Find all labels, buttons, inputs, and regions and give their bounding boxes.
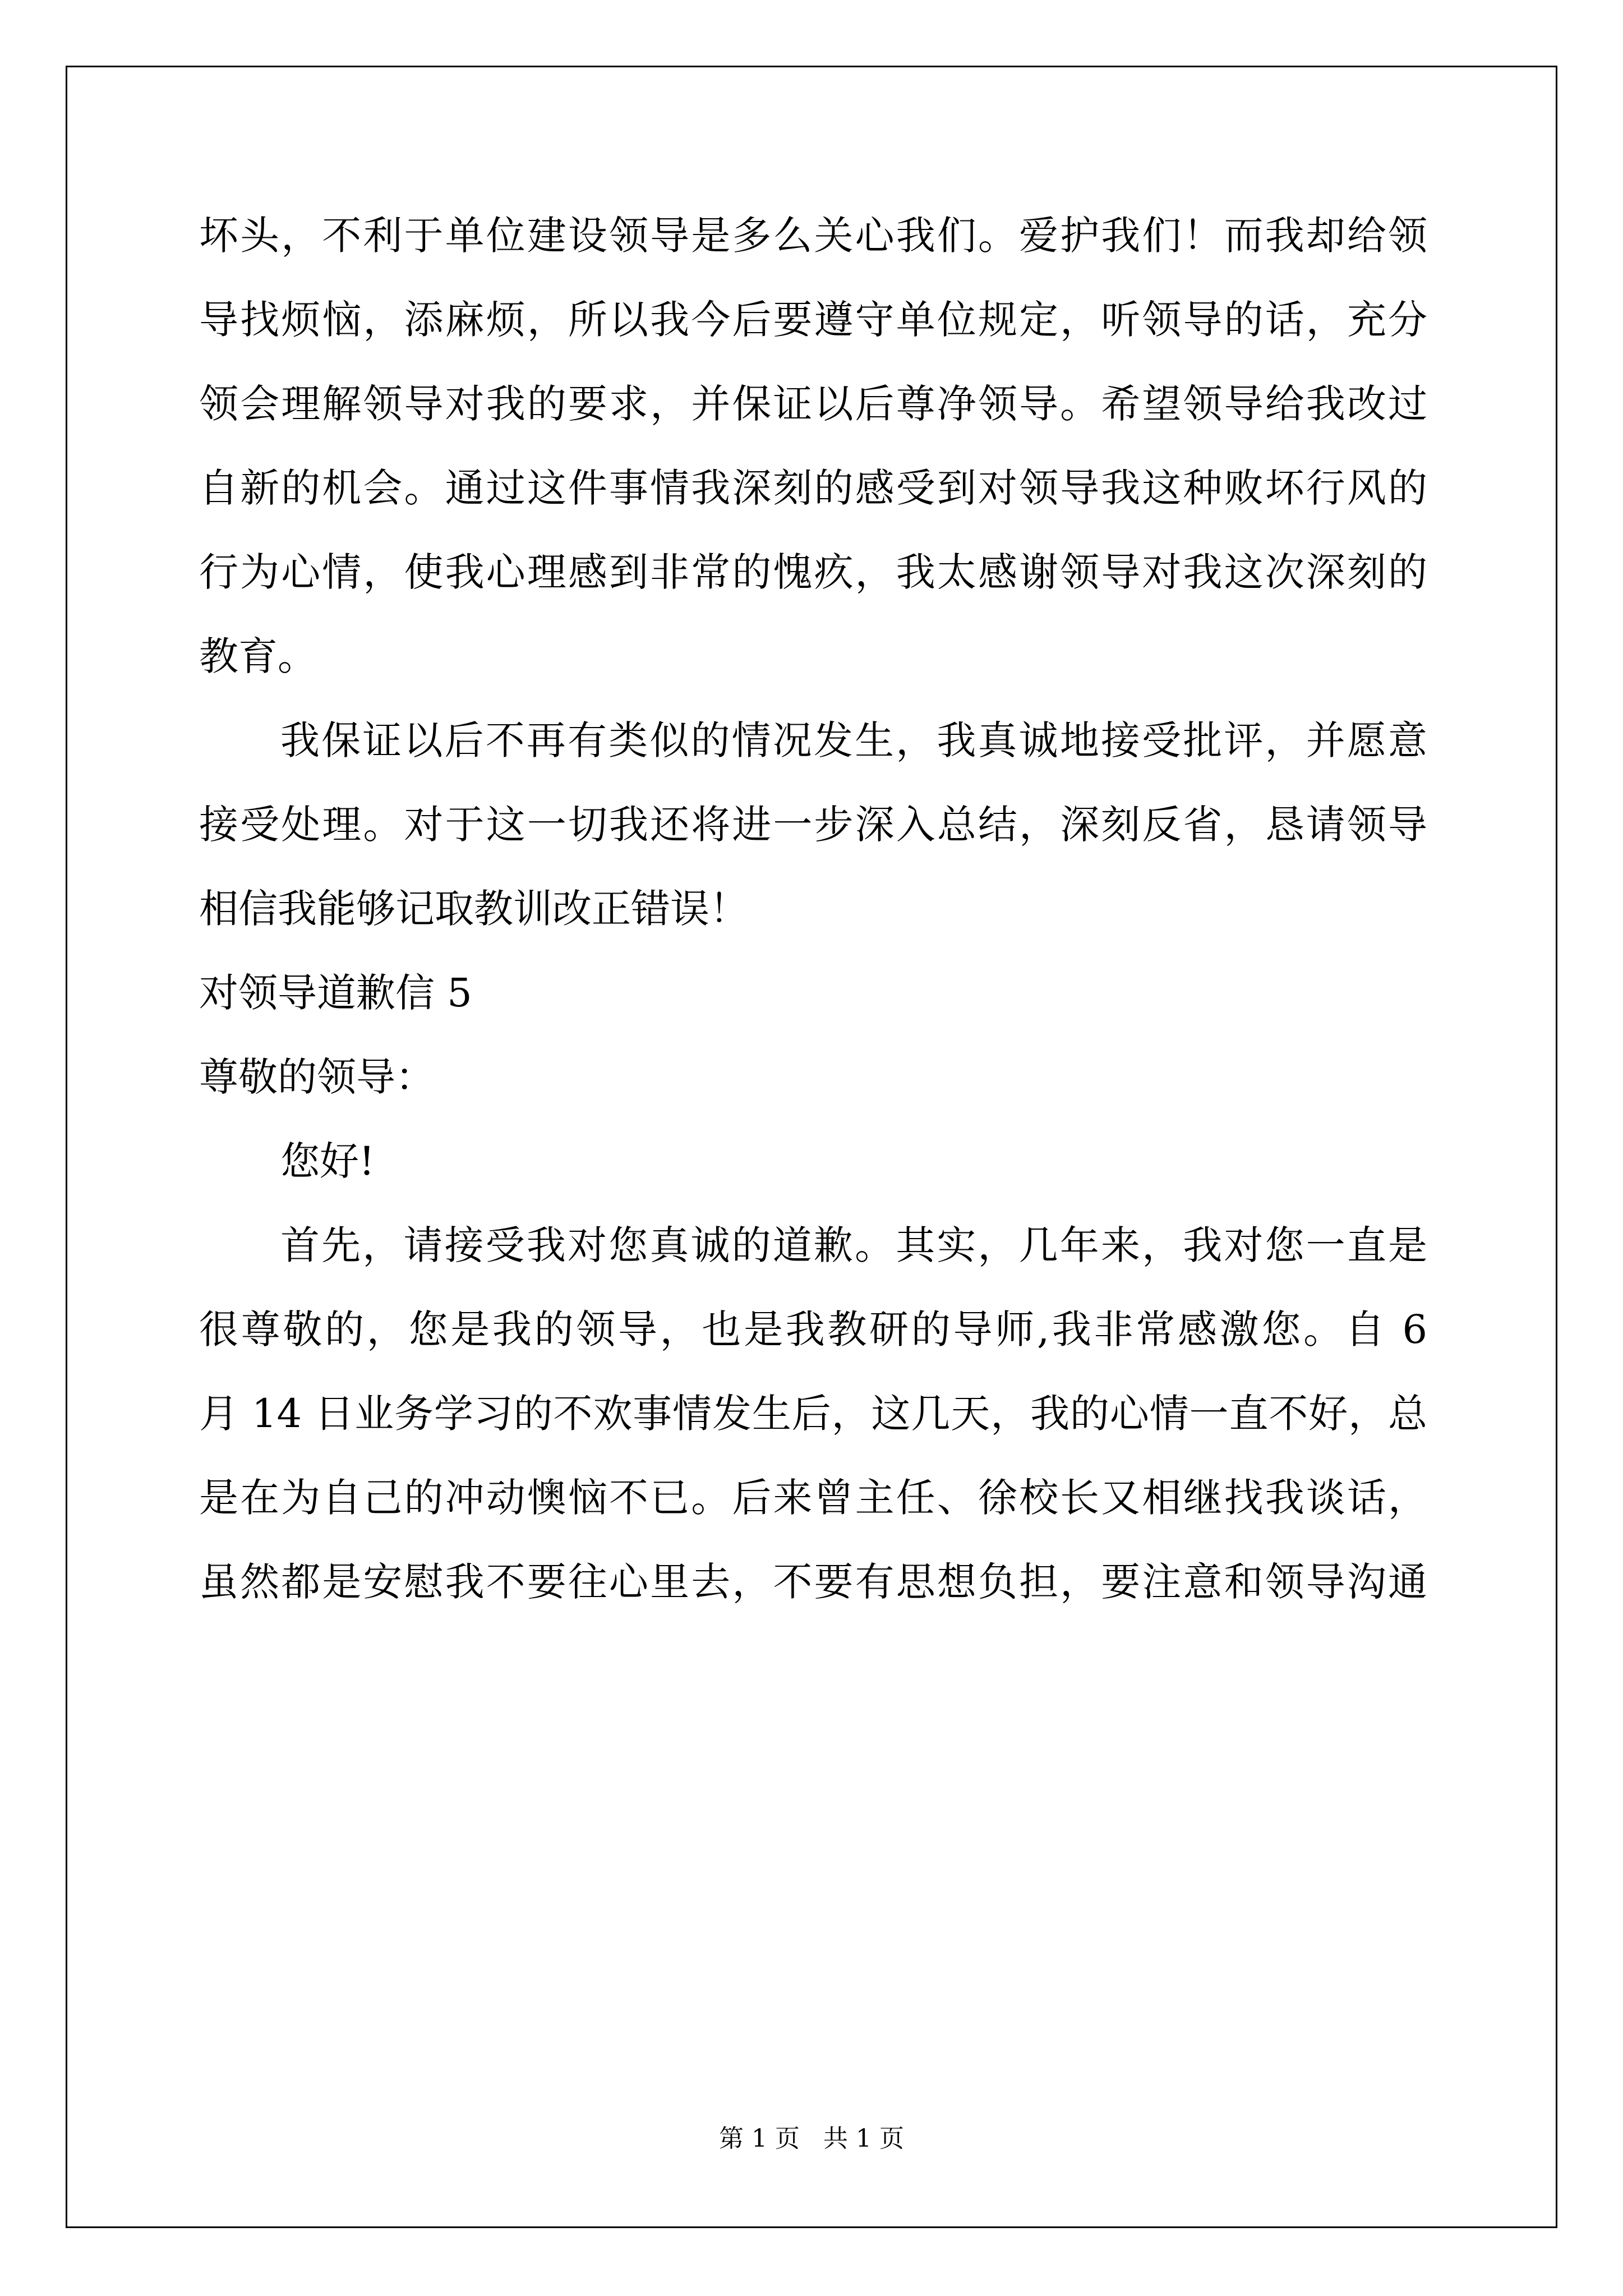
text-line: 领会理解领导对我的要求，并保证以后尊净领导。希望领导给我改过 — [199, 381, 1427, 427]
text-line: 接受处理。对于这一切我还将进一步深入总结，深刻反省，恳请领导 — [199, 802, 1427, 848]
page-footer: 第 1 页 共 1 页 — [719, 2124, 904, 2153]
text-line: 虽然都是安慰我不要往心里去，不要有思想负担，要注意和领导沟通 — [199, 1559, 1427, 1605]
greeting: 您好! — [280, 1138, 375, 1184]
text-line: 教育。 — [199, 633, 317, 679]
text-line: 很尊敬的，您是我的领导，也是我教研的导师,我非常感激您。自 6 — [199, 1306, 1427, 1352]
section-heading: 对领导道歉信 5 — [199, 970, 472, 1016]
text-line: 相信我能够记取教训改正错误！ — [199, 886, 749, 932]
text-line: 导找烦恼，添麻烦，所以我今后要遵守单位规定，听领导的话，充分 — [199, 297, 1427, 343]
text-line: 首先，请接受我对您真诚的道歉。其实，几年来，我对您一直是 — [280, 1222, 1427, 1268]
text-line: 自新的机会。通过这件事情我深刻的感受到对领导我这种败坏行风的 — [199, 465, 1427, 511]
text-line: 月 14 日业务学习的不欢事情发生后，这几天，我的心情一直不好，总 — [199, 1391, 1427, 1437]
text-line: 坏头，不利于单位建设领导是多么关心我们。爱护我们！而我却给领 — [199, 213, 1427, 259]
salutation: 尊敬的领导： — [199, 1054, 435, 1100]
text-line: 是在为自己的冲动懊恼不已。后来曾主任、徐校长又相继找我谈话， — [199, 1475, 1427, 1521]
text-line: 我保证以后不再有类似的情况发生，我真诚地接受批评，并愿意 — [280, 717, 1427, 763]
text-line: 行为心情，使我心理感到非常的愧疚，我太感谢领导对我这次深刻的 — [199, 549, 1427, 595]
